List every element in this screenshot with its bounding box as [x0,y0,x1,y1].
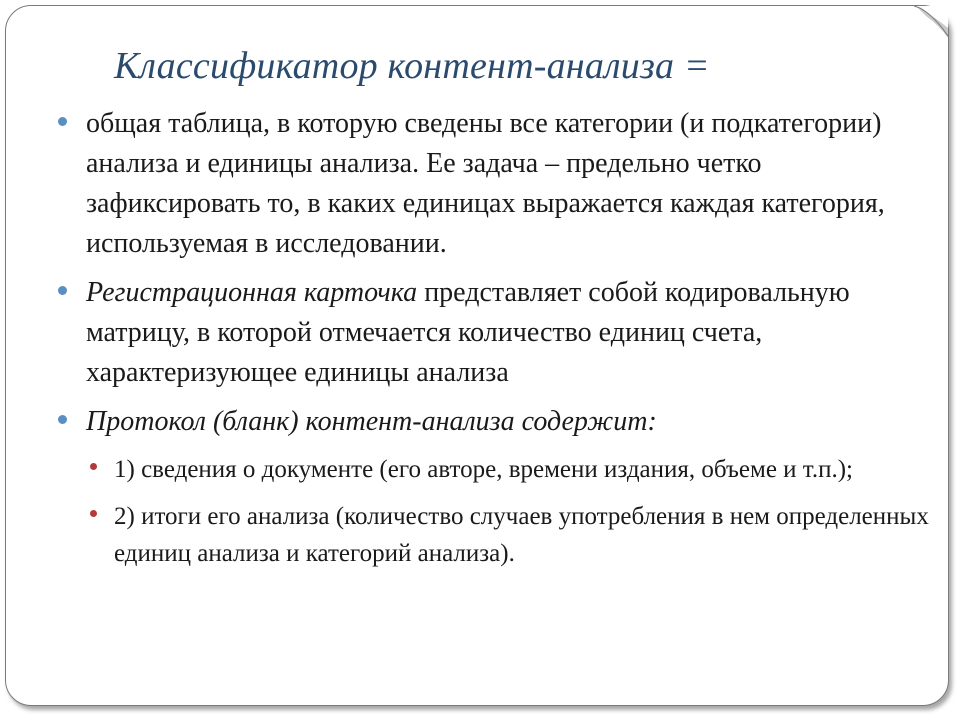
bullet-protocol [56,402,936,442]
page-corner-icon [914,6,948,40]
sub-bullet-analysis-results [84,498,936,572]
slide-title: Классификатор контент-анализа = [114,45,710,87]
sub-bullet-dot-icon [90,463,97,470]
sub-bullet-text: 1) сведения о документе (его авторе, времени издания, объеме и т.п.); [114,456,854,483]
bullet-text: представляет собой кодировальную матрицу, в которой отмечается количество единиц счета, характеризующее единицы анализа [86,277,850,388]
bullet-text: общая таблица, в которую сведены все категории (и подкатегории) анализа и единицы анализа. Ее задача – предельно четко зафиксировать то, в каких единицах выражается каждая категория, используемая в исследовании. [86,108,885,259]
bullet-classifier-definition [56,104,936,264]
slide-frame [5,5,949,706]
sub-bullet-document-info [84,451,936,488]
bullet-emphasis: Протокол (бланк) контент-анализа содержит: [86,406,657,437]
protocol-sub-list [56,451,936,572]
sub-bullet-text: 2) итоги его анализа (количество случаев употребления в нем определенных единиц анализа и категорий анализа). [114,503,929,567]
bullet-registration-card [56,273,936,393]
bullet-dot-icon [58,117,67,126]
slide-content [56,104,936,582]
bullet-dot-icon [58,286,67,295]
bullet-dot-icon [58,415,67,424]
bullet-emphasis: Регистрационная карточка [86,277,418,308]
sub-bullet-dot-icon [90,510,97,517]
